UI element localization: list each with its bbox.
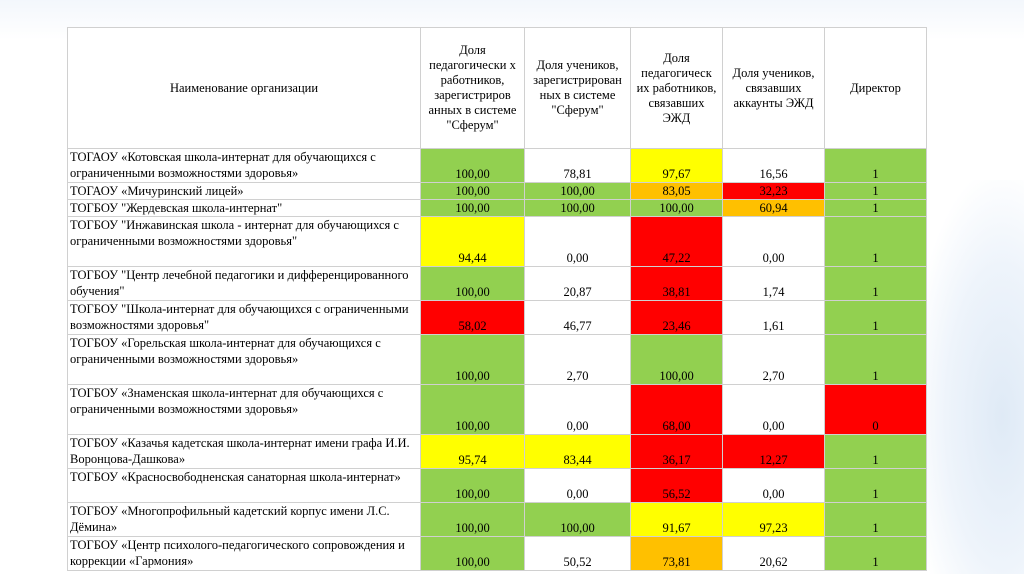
table-row — [68, 469, 927, 503]
cell-teachers-sferum: 100,00 — [421, 335, 525, 385]
cell-students-sferum: 83,44 — [525, 435, 631, 469]
cell-teachers-ezhd: 73,81 — [631, 537, 723, 571]
cell-students-sferum: 0,00 — [525, 469, 631, 503]
cell-teachers-sferum: 95,74 — [421, 435, 525, 469]
cell-teachers-ezhd: 100,00 — [631, 335, 723, 385]
cell-director: 1 — [825, 435, 927, 469]
cell-students-sferum: 2,70 — [525, 335, 631, 385]
cell-students-sferum: 100,00 — [525, 503, 631, 537]
organization-name: ТОГБОУ "Центр лечебной педагогики и дифференцированного обучения" — [68, 267, 421, 301]
cell-teachers-ezhd: 56,52 — [631, 469, 723, 503]
cell-teachers-ezhd: 97,67 — [631, 149, 723, 183]
cell-director: 1 — [825, 149, 927, 183]
cell-students-sferum: 0,00 — [525, 217, 631, 267]
cell-teachers-ezhd: 38,81 — [631, 267, 723, 301]
cell-students-ezhd: 12,27 — [723, 435, 825, 469]
cell-students-ezhd: 97,23 — [723, 503, 825, 537]
organization-name: ТОГАОУ «Котовская школа-интернат для обучающихся с ограниченными возможностями здоровья» — [68, 149, 421, 183]
cell-teachers-sferum: 100,00 — [421, 503, 525, 537]
cell-students-ezhd: 1,74 — [723, 267, 825, 301]
table-row — [68, 301, 927, 335]
header-teachers-ezhd: Доля педагогическ их работников, связавших ЭЖД — [631, 28, 723, 149]
cell-teachers-sferum: 100,00 — [421, 385, 525, 435]
organizations-table — [67, 27, 927, 571]
cell-students-sferum: 0,00 — [525, 385, 631, 435]
cell-director: 0 — [825, 385, 927, 435]
cell-director: 1 — [825, 537, 927, 571]
cell-teachers-ezhd: 83,05 — [631, 183, 723, 200]
cell-students-ezhd: 20,62 — [723, 537, 825, 571]
cell-director: 1 — [825, 503, 927, 537]
table-row — [68, 149, 927, 183]
organization-name: ТОГАОУ «Мичуринский лицей» — [68, 183, 421, 200]
cell-teachers-sferum: 100,00 — [421, 200, 525, 217]
cell-students-sferum: 78,81 — [525, 149, 631, 183]
table-row — [68, 217, 927, 267]
organization-name: ТОГБОУ "Жердевская школа-интернат" — [68, 200, 421, 217]
cell-students-ezhd: 0,00 — [723, 469, 825, 503]
organization-name: ТОГБОУ «Горельская школа-интернат для обучающихся с ограниченными возможностями здоровья» — [68, 335, 421, 385]
organization-name: ТОГБОУ «Знаменская школа-интернат для обучающихся с ограниченными возможностями здоровья» — [68, 385, 421, 435]
table-row — [68, 435, 927, 469]
table-row — [68, 385, 927, 435]
cell-students-sferum: 46,77 — [525, 301, 631, 335]
cell-students-sferum: 100,00 — [525, 200, 631, 217]
cell-teachers-sferum: 100,00 — [421, 469, 525, 503]
table-header-row — [68, 28, 927, 149]
cell-teachers-ezhd: 100,00 — [631, 200, 723, 217]
cell-teachers-ezhd: 36,17 — [631, 435, 723, 469]
cell-students-ezhd: 32,23 — [723, 183, 825, 200]
cell-director: 1 — [825, 469, 927, 503]
cell-students-sferum: 100,00 — [525, 183, 631, 200]
table-row — [68, 537, 927, 571]
cell-teachers-ezhd: 68,00 — [631, 385, 723, 435]
table-row — [68, 267, 927, 301]
table-row — [68, 503, 927, 537]
header-teachers-sferum: Доля педагогически х работников, зарегистриров анных в системе "Сферум" — [421, 28, 525, 149]
header-students-sferum: Доля учеников, зарегистрирован ных в системе "Сферум" — [525, 28, 631, 149]
organization-name: ТОГБОУ «Казачья кадетская школа-интернат имени графа И.И. Воронцова-Дашкова» — [68, 435, 421, 469]
table-row — [68, 183, 927, 200]
cell-teachers-sferum: 100,00 — [421, 149, 525, 183]
organization-name: ТОГБОУ "Школа-интернат для обучающихся с ограниченными возможностями здоровья" — [68, 301, 421, 335]
cell-teachers-sferum: 100,00 — [421, 537, 525, 571]
cell-students-sferum: 50,52 — [525, 537, 631, 571]
header-students-ezhd: Доля учеников, связавших аккаунты ЭЖД — [723, 28, 825, 149]
cell-director: 1 — [825, 335, 927, 385]
table-row — [68, 200, 927, 217]
cell-teachers-ezhd: 47,22 — [631, 217, 723, 267]
cell-teachers-sferum: 94,44 — [421, 217, 525, 267]
header-organization-name: Наименование организации — [68, 28, 421, 149]
cell-director: 1 — [825, 301, 927, 335]
cell-students-ezhd: 16,56 — [723, 149, 825, 183]
cell-students-ezhd: 0,00 — [723, 217, 825, 267]
organization-name: ТОГБОУ «Красносвободненская санаторная школа-интернат» — [68, 469, 421, 503]
background-decoration — [914, 180, 1024, 574]
cell-director: 1 — [825, 267, 927, 301]
cell-teachers-ezhd: 91,67 — [631, 503, 723, 537]
organization-name: ТОГБОУ "Инжавинская школа - интернат для обучающихся с ограниченными возможностями здоровья" — [68, 217, 421, 267]
header-director: Директор — [825, 28, 927, 149]
cell-students-ezhd: 2,70 — [723, 335, 825, 385]
cell-students-sferum: 20,87 — [525, 267, 631, 301]
cell-teachers-sferum: 58,02 — [421, 301, 525, 335]
organization-name: ТОГБОУ «Многопрофильный кадетский корпус имени Л.С. Дёмина» — [68, 503, 421, 537]
cell-teachers-sferum: 100,00 — [421, 183, 525, 200]
cell-students-ezhd: 1,61 — [723, 301, 825, 335]
cell-director: 1 — [825, 217, 927, 267]
cell-director: 1 — [825, 200, 927, 217]
cell-students-ezhd: 0,00 — [723, 385, 825, 435]
table-row — [68, 335, 927, 385]
cell-teachers-ezhd: 23,46 — [631, 301, 723, 335]
cell-director: 1 — [825, 183, 927, 200]
cell-teachers-sferum: 100,00 — [421, 267, 525, 301]
organization-name: ТОГБОУ «Центр психолого-педагогического сопровождения и коррекции «Гармония» — [68, 537, 421, 571]
cell-students-ezhd: 60,94 — [723, 200, 825, 217]
